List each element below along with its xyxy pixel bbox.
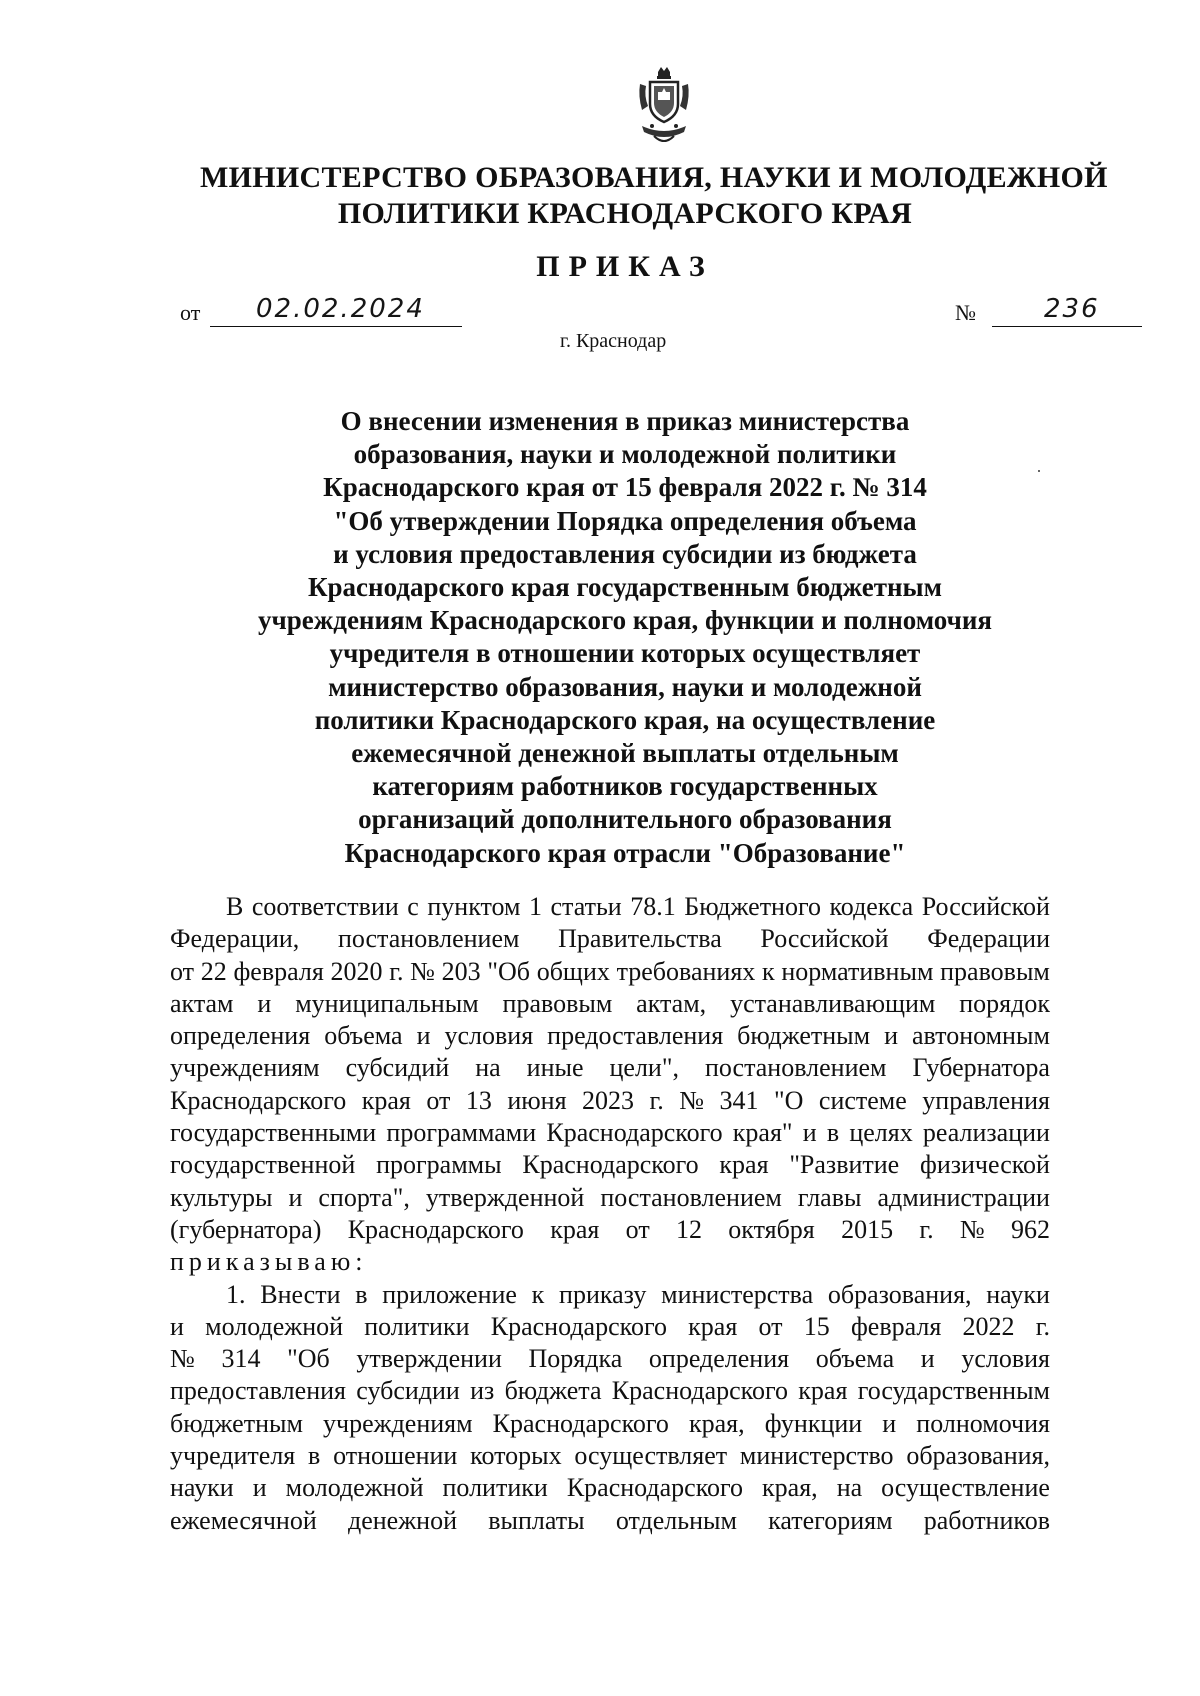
body-line: от 22 февраля 2020 г. № 203 "Об общих требованиях к нормативным правовым [170,956,1050,986]
document-type-title: ПРИКАЗ [536,250,714,283]
body-line: и молодежной политики Краснодарского края от 15 февраля 2022 г. [170,1311,1050,1341]
body-line: культуры и спорта", утвержденной постановлением главы администрации [170,1182,1050,1212]
subject-line: политики Краснодарского края, на осуществление [314,704,936,735]
body-line: Федерации, постановлением Правительства Российской Федерации [170,924,1050,954]
body-line: актам и муниципальным правовым актам, устанавливающим порядок [170,988,1050,1018]
body-line: государственной программы Краснодарского края "Развитие физической [170,1150,1050,1180]
handwritten-date: 02.02.2024 [256,294,425,324]
body-line: В соответствии с пунктом 1 статьи 78.1 Бюджетного кодекса Российской [226,892,1050,921]
number-underline [992,326,1142,327]
city-name: г. Краснодар [560,330,667,352]
subject-line: и условия предоставления субсидии из бюджета [333,538,917,569]
date-prefix: от [180,300,201,325]
subject-line: категориям работников государственных [372,771,878,802]
body-line: определения объема и условия предоставления бюджетным и автономным [170,1021,1050,1051]
ministry-name-line-1: МИНИСТЕРСТВО ОБРАЗОВАНИЯ, НАУКИ И МОЛОДЕЖНОЙ [200,161,1108,194]
body-line: (губернатора) Краснодарского края от 12 октября 2015 г. № 962 [170,1214,1050,1244]
subject-line: Краснодарского края от 15 февраля 2022 г. № 314 [323,472,927,503]
subject-line: организаций дополнительного образования [358,804,892,835]
body-line: ежемесячной денежной выплаты отдельным категориям работников [170,1505,1050,1535]
body-line: науки и молодежной политики Краснодарского края, на осуществление [170,1473,1050,1503]
handwritten-number: 236 [1044,294,1100,324]
date-underline [210,326,462,327]
ministry-name-line-2: ПОЛИТИКИ КРАСНОДАРСКОГО КРАЯ [337,197,913,230]
subject-line: О внесении изменения в приказ министерства [340,406,910,436]
subject-line: министерство образования, науки и молодежной [328,671,922,702]
subject-line: "Об утверждении Порядка определения объема [333,505,917,536]
subject-line: ежемесячной денежной выплаты отдельным [351,738,899,769]
order-body-text [170,891,1050,1537]
body-line: учреждениям субсидий на иные цели", постановлением Губернатора [170,1053,1050,1083]
subject-line: учредителя в отношении которых осуществляет [329,638,921,669]
body-line: бюджетным учреждениям Краснодарского края, функции и полномочия [170,1408,1050,1438]
body-line: предоставления субсидии из бюджета Краснодарского края государственным [170,1376,1050,1406]
body-line: 1. Внести в приложение к приказу министерства образования, науки [226,1279,1050,1309]
krasnodar-krai-coat-of-arms-icon [632,66,696,148]
subject-line: Краснодарского края отрасли "Образование" [344,837,906,868]
subject-line: Краснодарского края государственным бюджетным [307,572,943,603]
ministry-name [200,160,1108,232]
body-line: Краснодарского края от 13 июня 2023 г. № 341 "О системе управления [170,1085,1050,1115]
number-prefix: № [955,300,976,325]
date-number-row [180,294,1100,330]
order-subject-title [200,405,1050,870]
body-line: приказываю: [170,1247,368,1277]
body-line: № 314 "Об утверждении Порядка определения объема и условия [170,1344,1050,1374]
subject-line: учреждениям Краснодарского края, функции и полномочия [257,605,992,636]
subject-line: образования, науки и молодежной политики [353,439,897,470]
body-line: государственными программами Краснодарского края" и в целях реализации [170,1118,1050,1148]
body-line: учредителя в отношении которых осуществляет министерство образования, [170,1441,1050,1471]
